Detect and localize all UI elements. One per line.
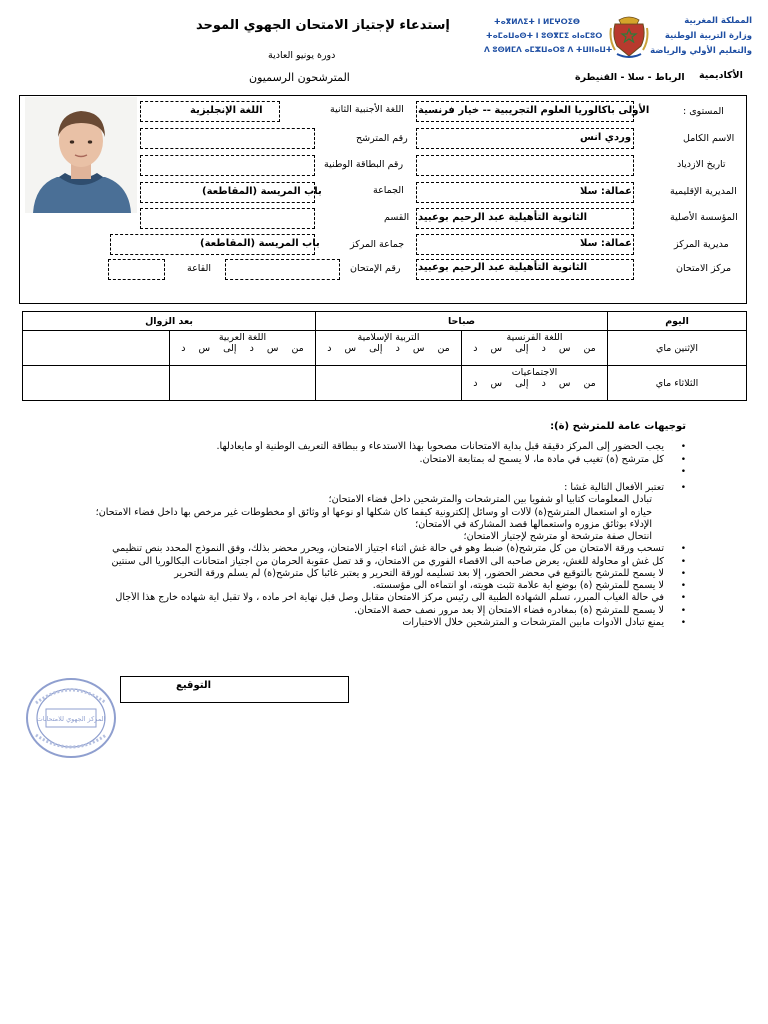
- level-value: الأولى باكالوريا العلوم التجريبية -- خيار فرنسية: [418, 105, 650, 116]
- directorate-label: المديرية الإقليمية: [670, 186, 737, 197]
- list-item: • كل غش أو محاولة للغش، يعرض صاحبه الى الاقصاء الفوري من الامتحان، و قد تصل عقوبة الحرمان من اجتياز امتحانات البكالوريا الى سنتين: [46, 556, 686, 568]
- commune-label: الجماعة: [373, 185, 404, 196]
- time-slot: من س د إلى س د: [181, 343, 304, 354]
- candidate-number-label: رقم المترشح: [356, 133, 408, 144]
- subject-name: اللغة العربية: [218, 332, 267, 343]
- birthdate-label: تاريخ الازدياد: [677, 159, 726, 170]
- subject-name: الاجتماعيات: [511, 367, 558, 378]
- level-label: المستوى :: [683, 106, 724, 117]
- ministry-label-1: وزارة التربية الوطنية: [664, 31, 752, 41]
- general-instructions: [46, 421, 686, 629]
- center-commune-label: جماعة المركز: [350, 239, 405, 250]
- schedule-subject-cell: [170, 331, 316, 366]
- room-field: [108, 259, 165, 280]
- time-slot: من س د إلى س د: [327, 343, 450, 354]
- schedule-row: [23, 331, 747, 366]
- candidate-number-field: [140, 128, 315, 149]
- ministry-label-2: والتعليم الأولي والرياضة: [650, 46, 752, 56]
- convocation-title: إستدعاء لإجتياز الامتحان الجهوي الموحد: [196, 18, 450, 33]
- fullname-label: الاسم الكامل: [683, 133, 735, 144]
- list-item: حيازه أو استعمال المترشح(ة) لألات أو وسائل إلكترونية كيفما كان شكلها أو نوعها أو وثائق أو مخطوطات غير مرخص بها داخل فضاء الامتحان؛: [95, 506, 652, 518]
- list-item: انتحال صفة مترشحة أو مترشح لإجتياز الامتحان؛: [463, 531, 652, 542]
- exam-center-label: مركز الامتحان: [676, 263, 732, 274]
- list-item: • تعتبر الأفعال التالية غشا :: [46, 482, 686, 494]
- academy-label: الأكاديمية: [699, 70, 743, 81]
- schedule-subject-cell: [316, 331, 462, 366]
- list-item: • لا يسمح للمترشح (ة) بمغادره فضاء الامتحان إلا بعد مرور نصف حصة الامتحان.: [46, 605, 686, 617]
- room-label: القاعة: [187, 263, 211, 274]
- section-field: [140, 208, 315, 229]
- subject-name: التربية الإسلامية: [357, 332, 420, 343]
- directorate-value: عمالة: سلا: [580, 186, 633, 197]
- commune-value: باب المريسة (المقاطعة): [202, 186, 322, 197]
- schedule-empty-cell: [316, 366, 462, 401]
- section-label: القسم: [384, 212, 410, 223]
- instructions-list: [46, 441, 686, 629]
- tifinagh-line-2: ⵜⴰⵎⴰⵡⴰⵙⵜ ⵏ ⵓⵙⴳⵎⵉ ⴰⵏⴰⵎⵓⵔ: [486, 31, 603, 40]
- fullname-value: وردي انس: [580, 132, 632, 143]
- schedule-subject-cell: [462, 331, 608, 366]
- list-item: • لا يسمح للمترشح بالتوقيع في محضر الحضور، إلا بعد تسليمه لورقة التحرير و يعتبر غائبا كل مترشح(ة) لم يسلم ورقة التحرير: [46, 568, 686, 580]
- exam-center-value: الثانوية التأهيلية عبد الرحيم بوعبيد: [418, 262, 588, 273]
- national-id-label: رقم البطاقة الوطنية: [324, 159, 404, 170]
- schedule-empty-cell: [170, 366, 316, 401]
- school-label: المؤسسة الأصلية: [670, 212, 738, 223]
- schedule-subject-cell: [462, 366, 608, 401]
- stamp-text: المركز الجهوي للامتحانات: [36, 715, 106, 723]
- official-stamp-icon: [22, 675, 120, 761]
- school-value: الثانوية التأهيلية عبد الرحيم بوعبيد: [418, 212, 588, 223]
- schedule-empty-cell: [23, 366, 170, 401]
- tifinagh-line-3: ⴷ ⵓⵙⵍⵎⴷ ⴰⵎⵣⵡⴰⵔⵓ ⴷ ⵜⵡⵏⵏⴰⵡⵜ: [484, 45, 613, 54]
- tifinagh-line-1: ⵜⴰⴳⵍⴷⵉⵜ ⵏ ⵍⵎⵖⵔⵉⴱ: [494, 17, 580, 26]
- schedule-day-cell: الثلاثاء ماي: [608, 366, 747, 401]
- list-item: تبادل المعلومات كتابيا أو شفويا بين المترشحات والمترشحين داخل فضاء الامتحان؛: [328, 494, 652, 506]
- second-language-value: اللغة الإنجليزية: [190, 105, 263, 116]
- list-item: [46, 466, 686, 478]
- list-item: الإدلاء بوثائق مزوره واستعمالها قصد المشاركة في الامتحان؛: [415, 518, 652, 530]
- session-label: دورة يونيو العادية: [268, 50, 336, 61]
- signature-label: التوقيع: [176, 680, 211, 691]
- center-commune-value: باب المريسة (المقاطعة): [200, 238, 320, 249]
- subject-name: اللغة الفرنسية: [506, 332, 563, 343]
- candidate-photo: [25, 97, 137, 213]
- time-slot: من س د إلى س د: [473, 378, 596, 389]
- exam-number-field: [225, 259, 340, 280]
- list-item: • في حالة الغياب المبرر، تسلم الشهادة الطبية الى رئيس مركز الامتحان مقابل وصل قبل نهاية آخر ماده ، ولا تقبل اية شهاده خارج هذا الأجال: [46, 592, 686, 604]
- list-item: • يمنع تبادل الأدوات مابين المترشحات و المترشحين خلال الاختبارات: [46, 617, 686, 629]
- list-item: • كل مترشح (ة) تغيب في مادة ما، لا يسمح له بمتابعة الامتحان.: [46, 454, 686, 466]
- instructions-heading: توجيهات عامة للمترشح (ة):: [550, 421, 686, 432]
- schedule-header-morning: صباحا: [316, 312, 608, 331]
- kingdom-label: المملكة المغربية: [684, 16, 752, 26]
- signature-box: [120, 676, 349, 703]
- schedule-row: [23, 366, 747, 401]
- schedule-header-day: اليوم: [608, 312, 747, 331]
- second-language-label: اللغة الأجنبية الثانية: [330, 104, 404, 115]
- exam-schedule-table: [22, 311, 747, 401]
- time-slot: من س د إلى س د: [473, 343, 596, 354]
- center-directorate-value: عمالة: سلا: [580, 238, 633, 249]
- birthdate-field: [416, 155, 634, 176]
- candidates-type-label: المترشحون الرسميون: [249, 71, 350, 84]
- exam-number-label: رقم الإمتحان: [350, 263, 401, 274]
- schedule-day-cell: الإثنين ماي: [608, 331, 747, 366]
- national-id-field: [140, 155, 315, 176]
- list-item: • تسحب ورقة الامتحان من كل مترشح(ة) ضبط وهو في حالة غش أثناء اجتياز الامتحان، ويحرر محضر بذلك، وفق النموذج المحدد بنص تنظيمي: [46, 543, 686, 555]
- center-directorate-label: مديرية المركز: [674, 239, 729, 250]
- list-item: • لا يسمح للمترشح (ة) بوضع اية علامة تثبت هويته، او انتماءه الى مؤسسته.: [46, 580, 686, 592]
- candidate-photo-image: [25, 97, 137, 213]
- academy-value: الرباط - سلا - القنيطرة: [575, 72, 685, 83]
- list-item: • يجب الحضور إلى المركز دقيقة قبل بداية الامتحانات مصحوبا بهذا الاستدعاء و ببطاقة التعريف الوطنية أو مايعادلها.: [46, 441, 686, 453]
- schedule-header-afternoon: بعد الزوال: [23, 312, 316, 331]
- schedule-empty-cell: [23, 331, 170, 366]
